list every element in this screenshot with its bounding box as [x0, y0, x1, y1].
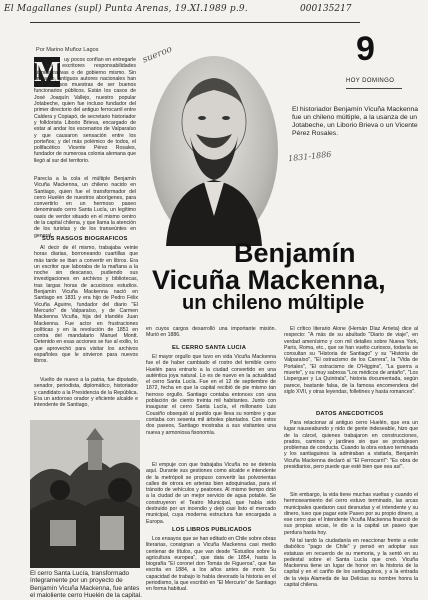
- page-number: 9: [356, 30, 375, 68]
- subhead-cerro: EL CERRO SANTA LUCIA: [172, 345, 247, 351]
- handwritten-years: 1831-1886: [287, 149, 332, 164]
- header-rule: [30, 22, 360, 23]
- portrait-image: [150, 56, 278, 246]
- subhead-rasgos: SUS RASGOS BIOGRAFICOS: [42, 236, 128, 242]
- subhead-libros: LOS LIBROS PUBLICADOS: [172, 527, 252, 533]
- cerro-paragraph-2: El empuje con que trabajaba Vicuña no se detenía aquí. Durante sus gestiones como alcalde e intendente de la metrópoli se propuso convertir las polvorientas calles de otrora en arterias bien adoquinadas, para el tránsito de vehículos y peatones. Al mismo tiempo dotó a la ciudad de un mejor servicio de agua potable. Se construyeron el Teatro Municipal, que había sido destruido por un incendio y dejó casi listo el mercado municipal, cuya moderna estructura fue encargada a Europa.: [146, 462, 276, 525]
- datos-paragraph-3: Ni tal tardó la ciudadanía en reaccionar frente a este diabólico "pago de Chile" y pensó en adoptar sus estatuas en recuerdo de su memoria, y la sentó en su pedestal sobre el Santa Lucía que creó. Vicuña Mackenna tiene un lugar de honor en la historia de la capital y en el cariño de los santiaguinos, y a la entrada de la vieja Alameda de las Delicias su nombre honra la capital chilena.: [284, 538, 418, 589]
- libros-paragraph: Los ensayos que se han editado en Chile sobre obras literarias, consignan a Vicuña Mackenna casi medio centenar de títulos, que van desde "Estudios sobre la agricultura europea", que data de 1854, hasta la biografía "El coronel don Tomás de Figueroa", que fue escrita en 1884, a los años antes de morir. Su capacidad de trabajo lo había devorado la historia en el periodismo, la que escribió en "El Mercurio" de Santiago en forma habitual.: [146, 536, 277, 593]
- cerro-photo-image: [30, 420, 140, 568]
- portrait-caption: El historiador Benjamín Vicuña Mackenna fue un chileno múltiple, a la usanza de un Jotabeche, un Liborio Brieva o un Vicente Pérez Rosales.: [292, 106, 419, 137]
- handwritten-margin-note: sueroo: [141, 44, 174, 66]
- headline-line-3: un chileno múltiple: [182, 292, 365, 314]
- handwritten-code: 000135217: [300, 4, 352, 14]
- rasgos-paragraph-2: Vuelto de nuevo a la patria, fue diputado, senador, periodista, diplomático, historiador y candidato a la Presidencia de la República. Era un ardoroso orador y eficiente alcalde e intendente de Santiago,: [34, 377, 138, 409]
- subhead-datos: DATOS ANECDOTICOS: [316, 411, 384, 417]
- rasgos-paragraph: Al decir de él mismo, trabajaba veinte horas diarias, borroneando cuartillas que más tarde se iban a convertir en libros. Era un escritor que laboraba de la mañana a la noche sin descanso, pudiendo sus investigaciones en archivos y bibliotecas, tras largas horas de acuciosos estudios. Benjamín Vicuña Mackenna nació en Santiago en 1831 y era hijo de Pedro Félix Vicuña Aguirre, fundador del diario "El Mercurio" de Valparaíso, y de Carmen Mackenna Vicuña, hija del irlandés Juan Mackenna. Fue actor en frustraciones políticas y en la revolución de 1851 en contra del mandatario Manuel Montt. Detenido en esas acciones se fue al exilio, lo que aprovechó para visitar los archivos españoles que le sirvieron para nuevos libros.: [34, 245, 138, 365]
- cerro-photo: [30, 420, 140, 568]
- portrait-frame: [150, 56, 278, 246]
- right-paragraph-1: El crítico literario Alone (Hernán Díaz Arrieta) dice al respecto: "A más de su abultado "Diario de viaje", en verdad amenísimo y con mil detalles sobre Nueva York, París, Roma, etc., que se han vuelto curiosos, todavía se consultan su "Historia de Santiago" y su "Historia de Valparaíso", "El ostracismo de los Carrera", la "Vida de Portales", "El ostracismo de O'Higgins", "La guerra a muerte", y su muy sabrosa "Los médicos de antaño", "Los Lisperguer y La Quintrala", historia documentada, según parece, bastante falsa, de la famosa encomendera del siglo XVII, y otras leyendas, folletines y hasta romances".: [284, 326, 418, 395]
- byline: Por Marino Muñoz Lagos: [36, 47, 99, 53]
- intro-paragraph: uy pocos confían en entregarle a los escritores responsabilidades administrativas o de gobierno mismo. Sin embargo, antiguos autores nacionales han sido famosos muestras de ser buenos funcionarios públicos. Están los casos de José Joaquín Vallejo, nuestro popular Jotabeche, quien fue incluso fundador del primer directorio del antiguo ferrocarril entre Caldera y Copiapó, de secretario historiador y folklorista Liborio Brieva, encargado de estar al andar los escenarios de Valparaíso y que causaron sensación entre los porteños; y del más polémico de todos, el polifacético Vicente Pérez Rosales, fundador de numerosa colonia alemana que llegó al sur del territorio.: [34, 57, 136, 164]
- datos-paragraph-2: Sin embargo, la vida tiene muchas vueltas y cuando el hermoseamiento del cerro estuvo terminado, las arcas municipales quedaron casi desnudas y el intendente y su dinero, tuvo que pagar este Paseo por su propio dinero, a ese cerro que el Intendente Vicuña Mackenna financió de sus propias arcas, le dio a la capital un paseo que perdura hasta hoy.: [284, 492, 418, 536]
- cerro-photo-caption: El cerro Santa Lucía, transformado íntegramente por un proyecto de Benjamín Vicuña Mackenna, fue antes el maloliente cerro Huelén de la capital.: [30, 570, 142, 600]
- intro-paragraph-2: Parecía a la cola el múltiple Benjamín Vicuña Mackenna, un chileno nacido en Santiago, quien fue el transformador del cerro Huelén de nuestros aborígenes, para convertirlo en un hermoso paseo denominado cerro Santa Lucía, un legítimo oasis de verdor situado en el mismo centro de la capital chilena, y que llama la atención de los turistas y de los transeúntes en general.: [34, 176, 136, 239]
- cerro-paragraph: El mayor orgullo que tuvo en vida Vicuña Mackenna fue el de haber cambiado el rostro del temible cerro Huelén para entrarlo a la ciudad convertido en una auténtica joya natural. Lo es de nuevo en la actualidad el cerro Santa Lucía. Fue en el 12 de septiembre de 1872, fecha en que la capital recibió de pie mismo tan herroso orgullo. Santiago contaba entonces con una población de ciento treinta mil habitantes. Junto con inaugurar el cerro Santa Lucía, el millonario Luis Cousiño obsequió al pueblo que lleva su nombre y que contaba con sesenta mil árboles plantados. Con estos dos paseos, Santiago mostraba a sus visitantes una nueva y armoniosa fisonomía.: [146, 354, 276, 436]
- drop-cap: M: [34, 57, 61, 88]
- headline-line-2: Vicuña Mackenna,: [152, 265, 386, 295]
- mid-paragraph-1: en cuyos cargos desarrolló una importante misión. Murió en 1886.: [146, 326, 276, 339]
- handwritten-header: El Magallanes (supl) Punta Arenas, 19.XI.1989 p.9.: [4, 4, 248, 14]
- headline-line-1: Benjamín: [234, 238, 356, 268]
- section-label: HOY DOMINGO: [346, 78, 395, 84]
- datos-paragraph: Para relacionar al antiguo cerro Huelén, que era un lugar nauseabundo y nido de gente indeseable, hizo que de la cárcel, quienes trabajaron en construcciones, prados, caminos y jardines sin que se produjesen problemas de conducta. Cuando la obra estuvo terminada y los santiaguinos la admiraban a visitarla, Benjamín Vicuña Mackenna declaró al "El Ferrocarril": "Es obra de presidiarios, pero puede que esté bien que sea así".: [284, 420, 418, 471]
- page-number-rule: [346, 88, 402, 89]
